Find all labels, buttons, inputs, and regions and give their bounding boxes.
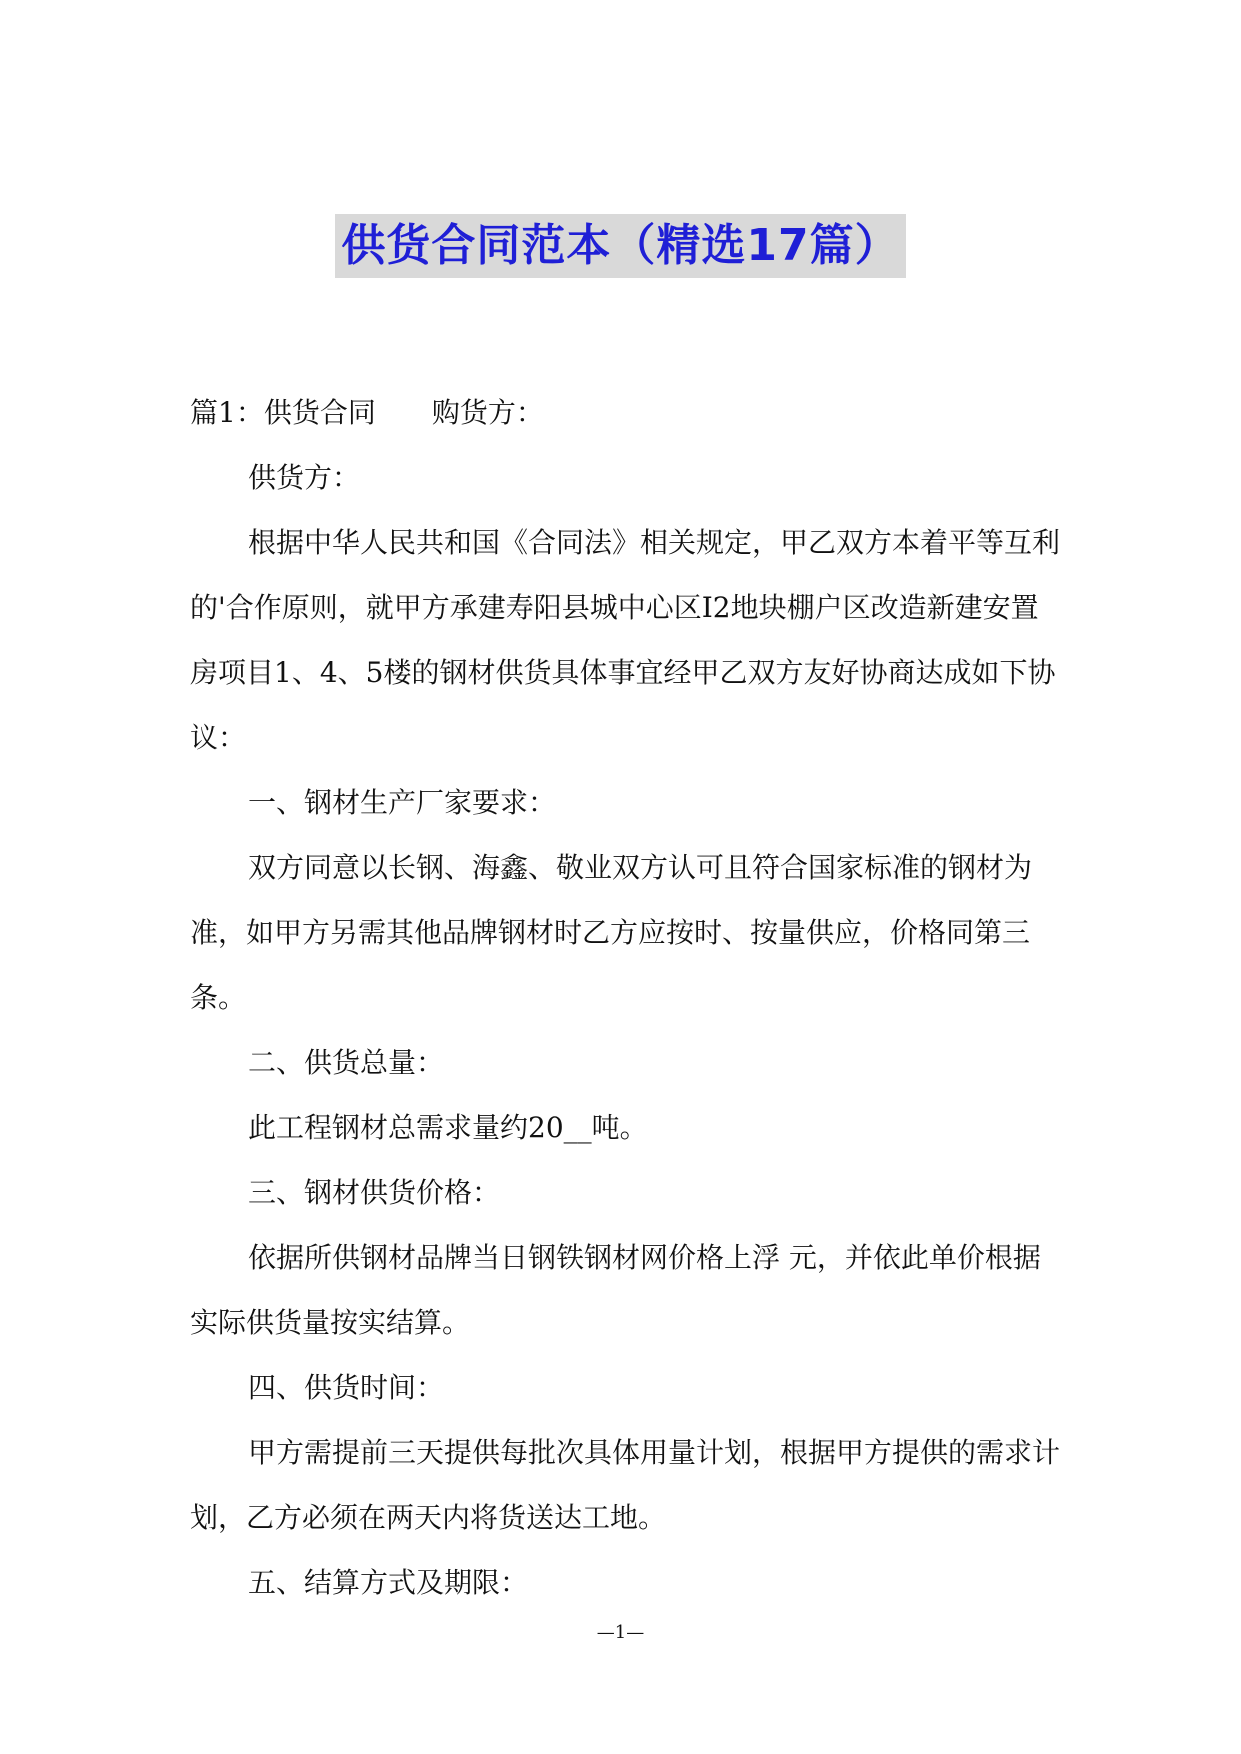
section-heading: 篇1：供货合同 [190,396,376,429]
paragraph: 甲方需提前三天提供每批次具体用量计划，根据甲方提供的需求计划，乙方必须在两天内将货送达工地。 [190,1436,1061,1534]
paragraph: 此工程钢材总需求量约20__吨。 [248,1111,648,1144]
buyer-label: 购货方： [431,396,544,429]
paragraph: 供货方： [248,461,361,494]
document-body [190,380,1066,1615]
paragraph: 五、结算方式及期限： [248,1566,529,1599]
paragraph: 双方同意以长钢、海鑫、敬业双方认可且符合国家标准的钢材为准，如甲方另需其他品牌钢材时乙方应按时、按量供应，价格同第三条。 [190,851,1033,1014]
page-number: —1— [596,1622,645,1643]
title-area [0,214,1241,278]
document-title: 供货合同范本（精选17篇） [335,214,905,278]
paragraph: 一、钢材生产厂家要求： [248,786,557,819]
paragraph: 根据中华人民共和国《合同法》相关规定，甲乙双方本着平等互利的'合作原则，就甲方承建寿阳县城中心区I2地块棚户区改造新建安置房项目1、4、5楼的钢材供货具体事宜经甲乙双方友好协商达成如下协议： [190,526,1061,754]
paragraph: 四、供货时间： [248,1371,445,1404]
paragraph: 二、供货总量： [248,1046,445,1079]
section-heading-line [190,380,1066,445]
paragraph: 依据所供钢材品牌当日钢铁钢材网价格上浮 元，并依此单价根据实际供货量按实结算。 [190,1241,1041,1339]
paragraph: 三、钢材供货价格： [248,1176,501,1209]
